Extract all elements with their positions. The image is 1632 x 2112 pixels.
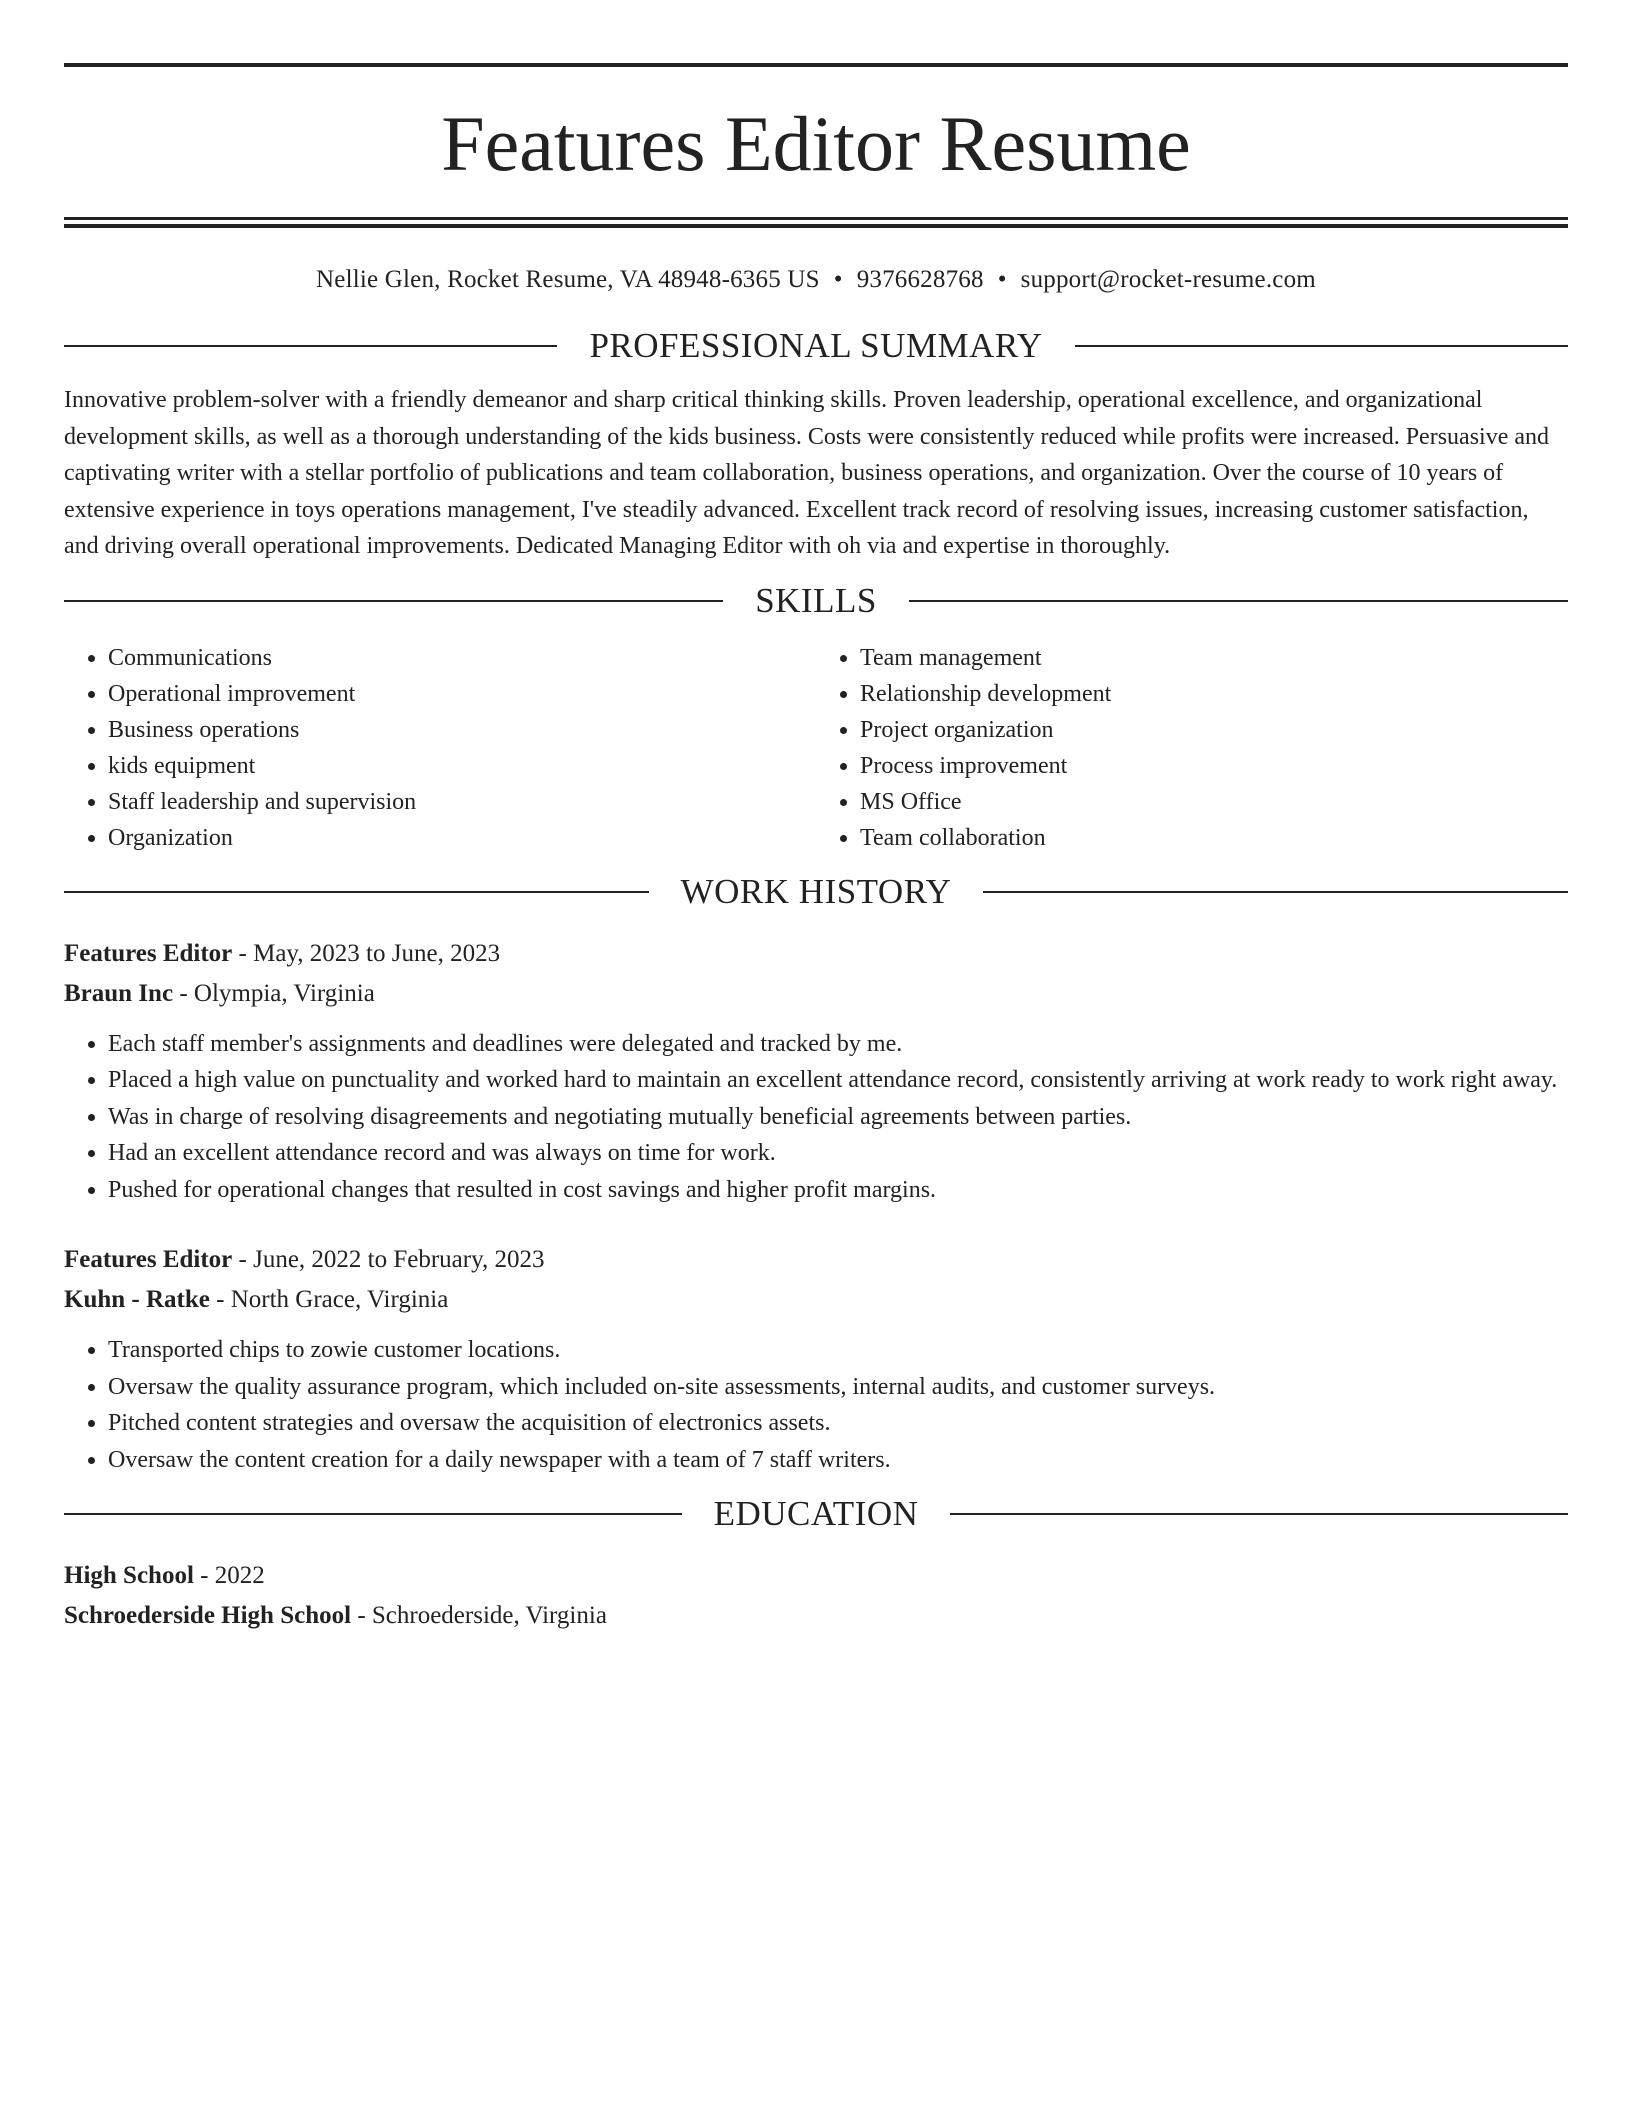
education-heading: EDUCATION (713, 1494, 919, 1533)
skill-item: • Process improvement (860, 748, 1568, 784)
education-school-line (64, 1596, 1568, 1636)
job-bullet: • Pushed for operational changes that resulted in cost savings and higher profit margins. (108, 1172, 1568, 1209)
job-bullets (64, 1026, 1568, 1209)
education-location: - Schroederside, Virginia (351, 1602, 607, 1629)
education-school: Schroederside High School (64, 1602, 352, 1629)
education-year: - 2022 (193, 1562, 265, 1589)
education-entry (64, 1556, 1568, 1636)
skill-item: • Staff leadership and supervision (108, 784, 816, 820)
job-company-line (64, 1280, 1568, 1320)
skills-column-right (816, 640, 1568, 856)
job-company-line (64, 974, 1568, 1014)
job-title: Features Editor (64, 939, 233, 967)
divider-line (64, 600, 723, 602)
job-bullet: • Each staff member's assignments and deadlines were delegated and tracked by me. (108, 1026, 1568, 1063)
skills-column-left (64, 640, 816, 856)
skill-item: • Communications (108, 640, 816, 676)
job-bullet: • Pitched content strategies and oversaw the acquisition of electronics assets. (108, 1405, 1568, 1442)
job-company: Kuhn - Ratke (64, 1286, 210, 1313)
skills-heading: SKILLS (755, 580, 877, 620)
skill-item: • Relationship development (860, 676, 1568, 712)
divider-line (909, 600, 1568, 602)
contact-address: Nellie Glen, Rocket Resume, VA 48948-6365 US (316, 266, 820, 293)
summary-heading: PROFESSIONAL SUMMARY (589, 326, 1043, 365)
job-bullet: • Was in charge of resolving disagreements and negotiating mutually beneficial agreements between parties. (108, 1099, 1568, 1136)
job-bullet: • Oversaw the content creation for a daily newspaper with a team of 7 staff writers. (108, 1442, 1568, 1479)
divider-line (64, 345, 557, 347)
education-degree-line (64, 1556, 1568, 1596)
job-bullet: • Had an excellent attendance record and was always on time for work. (108, 1135, 1568, 1172)
job-bullet: • Oversaw the quality assurance program, which included on-site assessments, internal audits, and customer surveys. (108, 1369, 1568, 1406)
contact-line (64, 264, 1568, 296)
contact-separator: • (997, 266, 1007, 293)
skill-item: • Business operations (108, 712, 816, 748)
work-heading: WORK HISTORY (680, 871, 952, 911)
job-title-line (64, 934, 1568, 974)
skill-item: • MS Office (860, 784, 1568, 820)
skills-section-header (64, 581, 1568, 621)
job-bullet: • Placed a high value on punctuality and worked hard to maintain an excellent attendance record, consistently arriving at work ready to work right away. (108, 1062, 1568, 1099)
divider-line (950, 1513, 1568, 1515)
contact-separator: • (833, 266, 843, 293)
job-company: Braun Inc (64, 979, 174, 1007)
job-entry (64, 1240, 1568, 1478)
skill-item: • Team collaboration (860, 820, 1568, 856)
divider-line (983, 891, 1568, 893)
contact-phone: 9376628768 (856, 266, 984, 293)
title-double-rule (64, 217, 1568, 228)
job-title-line (64, 1240, 1568, 1280)
education-degree: High School (64, 1562, 194, 1589)
skill-item: • Project organization (860, 712, 1568, 748)
top-rule (64, 63, 1568, 67)
job-location: - North Grace, Virginia (209, 1286, 449, 1313)
job-title: Features Editor (64, 1246, 233, 1273)
summary-section-header (64, 326, 1568, 366)
job-bullets (64, 1332, 1568, 1478)
skill-item: • kids equipment (108, 748, 816, 784)
education-section-header (64, 1494, 1568, 1534)
job-entry (64, 934, 1568, 1209)
job-bullet: • Transported chips to zowie customer locations. (108, 1332, 1568, 1369)
job-location: - Olympia, Virginia (173, 979, 375, 1007)
skill-item: • Organization (108, 820, 816, 856)
skill-item: • Team management (860, 640, 1568, 676)
job-dates: - May, 2023 to June, 2023 (232, 939, 501, 967)
skill-item: • Operational improvement (108, 676, 816, 712)
divider-line (1075, 345, 1568, 347)
resume-title: Features Editor Resume (441, 100, 1191, 187)
work-section-header (64, 872, 1568, 912)
skills-list (64, 640, 1568, 856)
contact-email: support@rocket-resume.com (1020, 266, 1316, 293)
job-dates: - June, 2022 to February, 2023 (232, 1246, 545, 1273)
divider-line (64, 1513, 682, 1515)
summary-text: Innovative problem-solver with a friendly demeanor and sharp critical thinking skills. Proven leadership, operational excellence, and organizational development skills, as well as a thorough understanding of the kids business. Costs were consistently reduced while profits were increased. Persuasive and captivating writer with a stellar portfolio of publications and team collaboration, business operations, and organization. Over the course of 10 years of extensive experience in toys operations management, I've steadily advanced. Excellent track record of resolving issues, increasing customer satisfaction, and driving overall operational improvements. Dedicated Managing Editor with oh via and expertise in thoroughly. (64, 387, 1549, 559)
divider-line (64, 891, 649, 893)
